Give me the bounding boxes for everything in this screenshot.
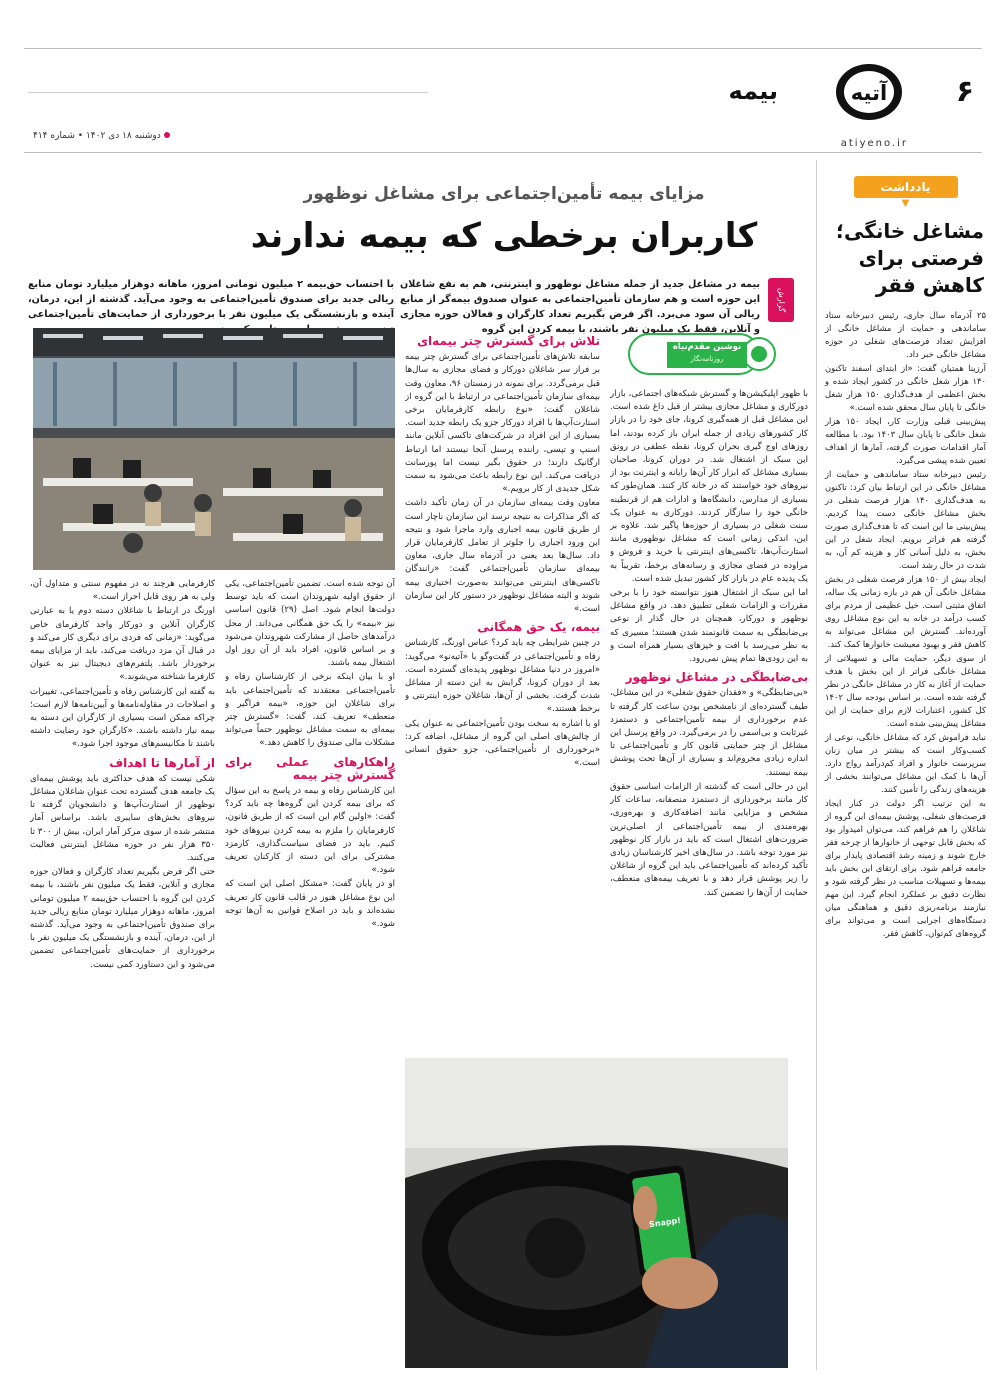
paragraph: با ظهور اپلیکیشن‌ها و گسترش شبکه‌های اجتماعی، بازار دورکاری و مشاغل مجازی بیشتر از قبل داغ شده است. این مشاغل قبل از همه‌گیری کرونا، جای خود را در بازار کار کشورهای زیادی از جمله ایران باز کرده بودند، اما روزهای اوج گیری بحران کرونا، نقطه عطفی در رونق این سبک از اشتغال شد. در دوران کرونا، صاحبان بسیاری مشاغل که ابزار کار آن‌ها رایانه و اینترنت بود از نیروهای خود خواستند که در خانه کار کنند. همان‌طور که بسیاری از مدارس، دانشگاه‌ها و ادارات هم از قرنطینه خانگی خود را سازگار کردند. دورکاری به عنوان یک سنت شغلی در بسیاری از حوزه‌ها پاگیر شد. علاوه بر این، اندکی زمانی است که مشاغل نوظهوری مانند استارت‌آپ‌ها، تاکسی‌های اینترنتی یا خرید و فروش و مراوده در فضای مجازی و رسانه‌های برخط، تقریباً به یک پدیده عام در بازار کار کشور تبدیل شده است. [610,389,808,584]
column-d [30,578,215,1368]
subheading: راهکارهای عملی برای گسترش چتر بیمه [225,754,395,782]
article-headline: کاربران برخطی که بیمه ندارند [250,216,758,256]
issue-date [33,131,170,141]
column-c [225,578,395,1368]
section-rule [28,92,428,93]
sidebar-tag-label: یادداشت [880,180,931,194]
article-tag [768,278,794,322]
author-name: نوشین مقدم‌نیاه [672,342,742,352]
article-kicker: مزایای بیمه تأمین‌اجتماعی برای مشاغل نوظهور [303,184,705,204]
paragraph: به گفته این کارشناس رفاه و تأمین‌اجتماعی، تغییرات و اصلاحات در مقاوله‌نامه‌ها و آیین‌نامه‌ها لازم است؛ چراکه ممکن است بسیاری از کارگران این دسته به بیمه نیاز داشته باشند. «کارگران خود رضایت داشته باشند تا مکانیسم‌های موجود اجرا شود.» [30,686,215,750]
website[interactable]: atiyeno.ir [840,138,908,149]
sidebar-paragraph: ایجاد بیش از ۱۵۰ هزار فرصت شغلی در بخش مشاغل خانگی آن هم در بازه زمانی یک ساله، اتفاق مثبتی است. خیل عظیمی از مردم برای کسب درآمد در خانه به این نوع مشاغل روی آورده‌اند. گسترش این مشاغل می‌تواند به کاهش فقر و بهبود معیشت خانوارها کمک کند. [825,574,986,649]
paragraph: حتی اگر فرض بگیریم تعداد کارگران و فعالان حوزه مجازی و آنلاین، فقط یک میلیون نفر باشند، با بیمه کردن این گروه با احتساب حق‌بیمه ۲ میلیون تومانی امروز، ماهانه دوهزار میلیارد تومان منابع ریالی جدید برای صندوق تأمین‌اجتماعی به وجود می‌آید. گذشته از این، درمان، آینده و بازنشستگی یک میلیون نفر با برخورداری از حمایت‌های تأمین‌اجتماعی تضمین می‌شود و این دستاورد کمی نیست. [30,867,215,970]
sidebar-paragraph: ۲۵ آذرماه سال جاری، رئیس دبیرخانه ستاد ساماندهی و حمایت از مشاغل خانگی از افزایش تعداد فرصت‌های شغلی در حوزه مشاغل خانگی خبر داد. [825,310,986,359]
subheading: بیمه، یک حق همگانی [477,620,600,635]
sidebar [816,160,986,1370]
svg-text:آتیه: آتیه [850,81,888,105]
sidebar-paragraph: از سوی دیگر، حمایت مالی و تسهیلاتی از مشاغل خانگی فراتر از این بخش با هدف حمایت از آغاز به کار در مشاغل خانگی در نظر گرفته شده است. بر اساس بودجه سال ۱۴۰۲ کل کشور، اعتبارات لازم برای حمایت از این مشاغل پیش‌بینی شده است. [825,653,986,728]
office-photo [33,328,395,570]
paragraph: اورنگ در ارتباط با شاغلان دسته دوم یا به عبارتی کارگران آنلاین و دورکار واجد کارفرمای خاص می‌گوید: «زمانی که فردی برای دیگری کار می‌کند و در قبال آن مزد دریافت می‌کند، باید از مزایای بیمه برخوردار باشد. پلتفرم‌های دیجیتال نیز به عنوان کارفرما شناخته می‌شوند.» [30,606,215,683]
sidebar-title: مشاغل خانگی؛ فرصتی برای کاهش فقر [835,219,984,297]
paragraph: «بی‌ضابطگی» و «فقدان حقوق شغلی» در این مشاغل، طیف گسترده‌ای از نامشخص بودن ساعت کار گرفته تا عدم برخورداری از بیمه تأمین‌اجتماعی و دستمزد غیرثابت و بی‌اسمی را در برمی‌گیرد. در واقع پرسنل این مشاغل از چتر حمایتی قانون کار و تأمین‌اجتماعی تا اندازه زیادی محروم‌اند و بسیاری از آن‌ها تحت پوشش بیمه نیستند. [610,688,808,778]
tag-label: گزارش [777,287,786,313]
paragraph: این کارشناس رفاه و بیمه در پاسخ به این سؤال که برای بیمه کردن این گروه‌ها چه باید کرد؟ گفت: «اولین گام این است که از طریق قانون، کارفرمایان را ملزم به بیمه کردن نیروهای خود کنیم. باید در فضای سیاست‌گذاری، کار‌مزد مشترکی برای این دسته از کارکنان تعریف شود.» [225,786,395,876]
phone-app-label: Snapp! [648,1215,682,1230]
bullet-icon [164,132,170,138]
driver-scene-icon [405,1058,788,1368]
paragraph: این در حالی است که گذشته از الزامات اساسی حقوق کار مانند برخورداری از دستمزد منصفانه، ساعات کار مشخص و مزایایی مانند اضافه‌کاری و بهره‌وری، بهره‌مندی از بیمه تأمین‌اجتماعی از اصلی‌ترین ضرورت‌های اشتغال است که باید در بازار کار نوظهور نیز مورد توجه باشد. در سال‌های اخیر کارشناسان زیادی تأکید کرده‌اند که تأمین‌اجتماعی باید این گروه از شاغلان را زیر پوشش قرار دهد و با تعریف بیمه‌های منعطف، حمایت از آن‌ها را تضمین کند. [610,781,808,898]
paragraph: اما این سبک از اشتغال هنوز نتوانسته خود را با برخی مقررات و الزامات شغلی تطبیق دهد. در واقع مشاغل نوظهور و دورکار، همچنان در حال گذار از نوعی بی‌ضابطگی به سمت قانونمند شدن هستند؛ مسیری که به نظر می‌رسد با افت و خیزهای بسیار همراه است و به این زودی‌ها تمام پیش نمی‌رود. [610,588,808,665]
sidebar-paragraph: رئیس دبیرخانه ستاد ساماندهی و حمایت از مشاغل خانگی در این ارتباط بیان کرد: تاکنون به هدف‌گذاری ۱۴۰ هزار فرصت شغلی در بخش مشاغل خانگی دست پیدا کردیم. پیش‌بینی ما این است که تا هدف‌گذاری صورت گرفته هم فراتر برویم. ایجاد شغل در این بخش، به دلیل آسانی کار و هزینه کم آن، به شدت در حال رشد است. [825,469,986,570]
author-badge [627,330,779,380]
paragraph: او با بیان اینکه برخی از کارشناسان رفاه و تأمین‌اجتماعی معتقدند که تأمین‌اجتماعی باید برای شاغلان این حوزه، «بیمه فراگیر و منعطف» تعریف کند، گفت: «گسترش چتر بیمه‌ای به سمت مشاغل نوظهور حتماً می‌تواند مشکلات مالی صندوق را کاهش دهد.» [225,672,395,749]
column-b [405,330,600,1050]
paragraph: آن توجه شده است. تضمین تأمین‌اجتماعی، یکی از حقوق اولیه شهروندان است که باید توسط دولت‌ها انجام شود. اصل (۲۹) قانون اساسی نیز «بیمه» را یک حق همگانی می‌داند. از محل درآمدهای حاصل از مشارکت شهروندان می‌شود و بر اساس قانون، افراد باید از آن روز اول اشتغال بیمه باشند. [225,579,395,669]
sidebar-body [825,309,986,940]
paragraph: سابقه تلاش‌های تأمین‌اجتماعی برای گسترش چتر بیمه بر فراز سر شاغلان دورکار و فضای مجازی به سال‌ها قبل برمی‌گردد. برای نمونه در زمستان ۹۶، معاون وقت بیمه‌ای سازمان تأمین‌اجتماعی در ارتباط با این گروه از شاغلان گفت: «نوع رابطه کارفرمایان برخی استارت‌آپ‌ها با افراد دورکار جزو یک رابطه جدید است. بسیاری از این افراد در شرکت‌های تاکسی آنلاین مانند اسنپ و تپسی، راننده پرسنل آنجا نیستند اما ارتباط ارگانیک دارند؛ در حقوق بگیر نیست اما پورسانت دریافت می‌کند. این نوع رابطه باعث می‌شود به سمت شکل جدیدی از کار برویم.» [405,352,600,495]
paragraph: او با اشاره به سخت بودن تأمین‌اجتماعی به عنوان یکی از چالش‌های اصلی این گروه از مشاغل، اضافه کرد: «برخورداری از تأمین‌اجتماعی، جزو حقوق انسانی است.» [405,718,600,769]
date-text: دوشنبه ۱۸ دی ۱۴۰۲ • شماره ۴۱۴ [33,131,161,141]
paragraph: او در پایان گفت: «مشکل اصلی این است که این نوع مشاغل هنوز در قالب قانون کار تعریف نشده‌اند و باید در اصلاح قوانین به آن‌ها توجه شود.» [225,879,395,930]
page-number: ۶ [955,74,974,109]
sidebar-paragraph: نباید فراموش کرد که مشاغل خانگی، نوعی از کسب‌وکار است که بیشتر در میان زنان سرپرست خانوار و افراد کم‌درآمد رواج دارد. آن‌ها با کمک این مشاغل می‌توانند بخشی از هزینه‌های زندگی را تأمین کنند. [825,732,986,794]
driver-phone-photo [405,1058,788,1368]
paragraph: معاون وقت بیمه‌ای سازمان در آن زمان تأکید داشت که اگر مذاکرات به نتیجه نرسد این سازمان ناچار است از طریق قانون بیمه اجباری وارد ماجرا شود و نتیجه این ورود اجباری را جلوتر از تعامل کارفرمایان قرار داد. سال‌ها بعد یعنی در آذرماه سال جاری، معاون بیمه‌ای سازمان تأمین‌اجتماعی گفت: «رانندگان تاکسی‌های اینترنتی می‌توانند به‌صورت اختیاری بیمه شوند و البته مشاغل نوظهور در دستور کار این سازمان است.» [405,498,600,615]
office-scene-icon [33,328,395,570]
sidebar-tag [854,176,958,198]
section-title: بیمه [728,77,778,105]
subheading: تلاش برای گسترش چتر بیمه‌ای [417,334,600,348]
logo [830,60,908,124]
sidebar-paragraph: آرزینا همتیان گفت: «از ابتدای اسفند تاکنون ۱۴۰ هزار شغل خانگی در کشور ایجاد شده و بخش اعظمی از هدف‌گذاری ۱۵۰ هزار شغل خانگی تا پایان سال محقق شده است.» [825,363,986,412]
paragraph: شکی نیست که هدف حداکثری باید پوشش بیمه‌ای یک جامعه هدف گسترده تحت عنوان شاغلان مشاغل نوظهور از استارت‌آپ‌ها و دانشجویان گرفته تا نیروهای بخش‌های سایبری باشد. براساس آمار منتشر شده از سوی مرکز آمار ایران، بیش از ۳۰۰ تا ۳۵۰ هزار نفر در حوزه مشاغل اینترنتی فعالیت می‌کنند. [30,773,215,864]
chevron-down-icon: ▼ [901,198,910,209]
logo-mark-icon [830,60,908,124]
header-rule [24,152,982,153]
paragraph: در چنین شرایطی چه باید کرد؟ عباس اورنگ، کارشناس رفاه و تأمین‌اجتماعی در گفت‌وگو با «آتیه‌نو» می‌گوید: «امروز در دنیا مشاغل نوظهور پدیده‌ای گسترده است. بعد از دوران کرونا، گرایش به این دسته از مشاغل شدت گرفت. بخشی از آن‌ها، شاغلان حوزه اینترنتی و برخط هستند.» [405,638,600,715]
lead-right: بیمه در مشاغل جدید از جمله مشاغل نوظهور و اینترنتی، هم به نفع شاغلان این حوزه است و هم سازمان تأمین‌اجتماعی به عنوان صندوق بیمه‌گر از منابع ریالی آن سود می‌برد. اگر فرض بگیریم تعداد کارگران و فعالان حوزه مجازی و آنلاین، فقط یک میلیون نفر باشند، با بیمه کردن این گروه [400,279,760,335]
lead-left: با احتساب حق‌بیمه ۲ میلیون تومانی امروز، ماهانه دوهزار میلیارد تومان منابع ریالی جدید برای صندوق تأمین‌اجتماعی به وجود می‌آید. گذشته از این، درمان، آینده و بازنشستگی یک میلیون نفر با برخورداری از حمایت‌های تأمین‌اجتماعی [28,279,394,320]
paragraph: کارفرمایی هرچند نه در مفهوم سنتی و متداول آن، ولی به هر روی قابل احراز است.» [30,579,215,603]
sidebar-paragraph: پیش‌بینی قبلی وزارت کار، ایجاد ۱۵۰ هزار شغل خانگی تا پایان سال ۱۴۰۳ بود. با مطالعه آمار اقدامات صورت گرفته، آمارها از اهداف تعیین شده پیشی می‌گیرد. [825,416,986,465]
author-role: روزنامه‌نگار [690,355,724,363]
subheading: بی‌ضابطگی در مشاغل نوظهور [625,670,808,685]
subheading: از آمارها تا اهداف [109,755,215,770]
top-rule [24,48,982,49]
sidebar-paragraph: به این ترتیب اگر دولت در کنار ایجاد فرصت‌های شغلی، پوشش بیمه‌ای این گروه از شاغلان را هم فراهم کند، می‌توان امیدوار بود که بخش قابل توجهی از خانوارها از چرخه فقر خارج شوند و زمینه رشد اقتصادی پایدار برای جامعه فراهم شود. برای ارتقای این بخش باید بیمه‌ها و تسهیلات مناسب در نظر گرفته شود و نظارت دقیق بر عملکرد انجام گیرد. این مهم نیازمند برنامه‌ریزی دقیق و هماهنگی میان دستگاه‌های اجرایی است و می‌تواند برای گروه‌های کم‌توان، کاهش فقر. [825,798,986,938]
